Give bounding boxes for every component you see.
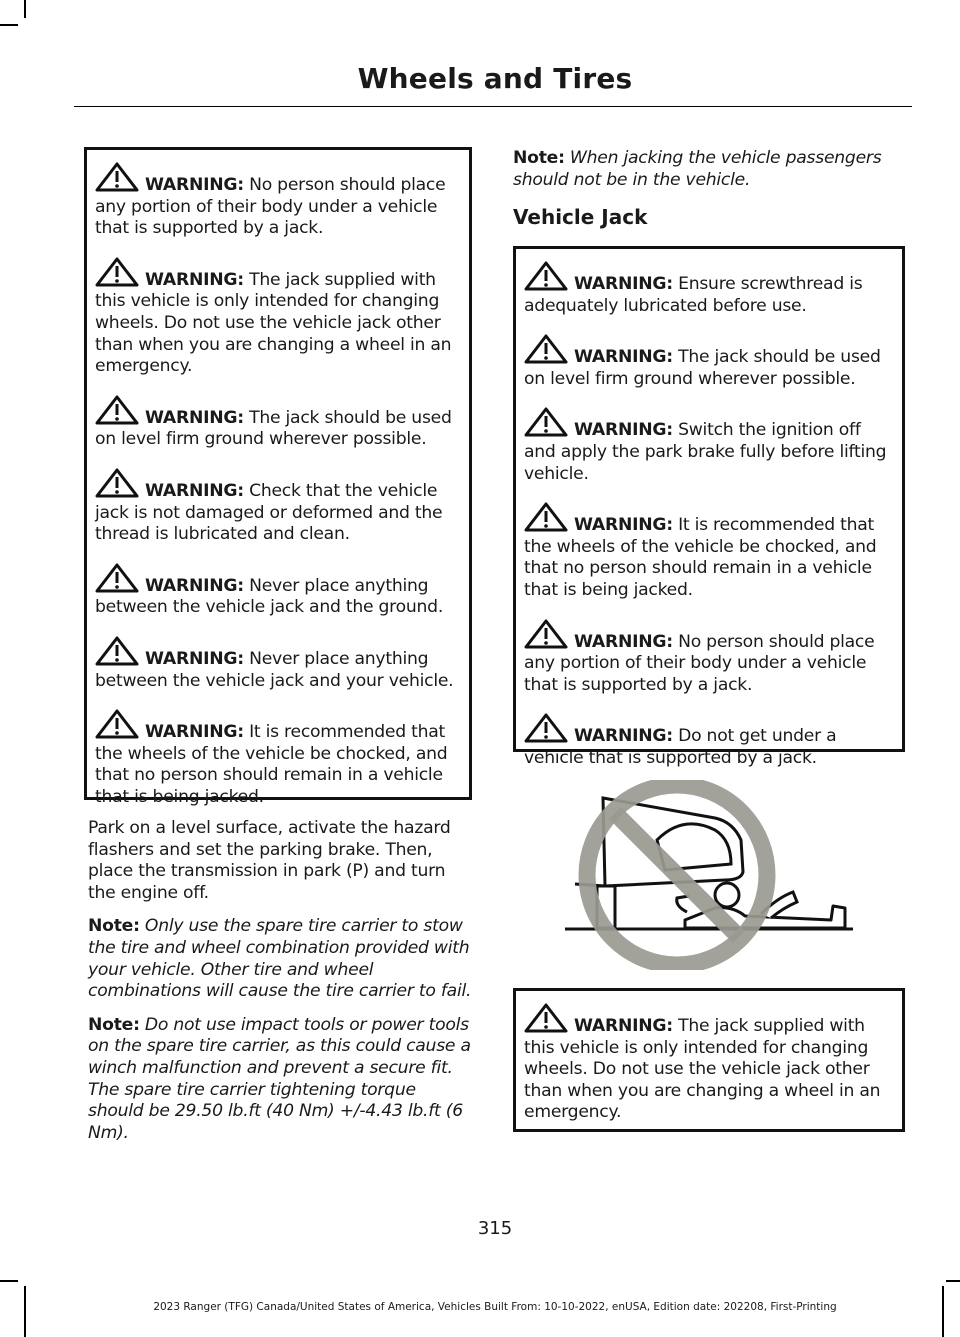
- note-label: Note:: [88, 916, 140, 937]
- note-paragraph: [88, 916, 476, 1002]
- warning-label: WARNING:: [145, 480, 244, 501]
- warning-triangle-icon: [524, 502, 568, 532]
- right-warning-box: [513, 246, 905, 768]
- warning-label: WARNING:: [574, 515, 673, 536]
- note-text: When jacking the vehicle passengers should not be in the vehicle.: [513, 148, 882, 190]
- crop-mark: [946, 1280, 960, 1282]
- warning-label: WARNING:: [145, 722, 244, 743]
- note-paragraph: [513, 148, 908, 191]
- note-label: Note:: [513, 148, 565, 168]
- left-warning-box: [84, 147, 472, 807]
- warning-label: WARNING:: [145, 407, 244, 428]
- page-number: 315: [477, 1218, 513, 1239]
- section-heading: Vehicle Jack: [513, 205, 648, 229]
- warning-label: WARNING:: [574, 274, 673, 294]
- warning-item: [95, 468, 461, 546]
- warning-label: WARNING:: [574, 347, 673, 368]
- warning-item: [524, 407, 894, 485]
- warning-label: WARNING:: [574, 420, 673, 441]
- warning-text: The jack supplied with this vehicle is only intended for changing wheels. Do not use the vehicle jack other than when you are changing a wheel in an emergency.: [95, 269, 452, 377]
- warning-triangle-icon: [95, 395, 139, 425]
- warning-text: The jack should be used on level firm ground wherever possible.: [524, 347, 881, 389]
- header-divider: [74, 106, 912, 107]
- no-person-under-vehicle-icon: [565, 780, 865, 970]
- warning-item: [95, 563, 461, 619]
- warning-triangle-icon: [95, 563, 139, 593]
- warning-triangle-icon: [95, 257, 139, 287]
- park-instruction: Park on a level surface, activate the hazard flashers and set the parking brake. Then, place the transmission in park (P) and turn the engine off.: [88, 818, 451, 903]
- crop-mark: [0, 24, 18, 26]
- warning-label: WARNING:: [145, 269, 244, 290]
- note-text: Do not use impact tools or power tools on the spare tire carrier, as this could cause a winch malfunction and prevent a secure fit. The spare tire carrier tightening torque should be 29.50 lb.ft (40 Nm) +/-4.43 lb.ft (6 Nm).: [88, 1014, 471, 1143]
- warning-item: [95, 257, 461, 378]
- warning-triangle-icon: [524, 261, 568, 291]
- warning-text: No person should place any portion of their body under a vehicle that is supported by a jack.: [95, 175, 446, 239]
- warning-text: Do not get under a vehicle that is supported by a jack.: [524, 726, 837, 768]
- warning-triangle-icon: [95, 468, 139, 498]
- right-note: [513, 148, 908, 203]
- left-body-text: [88, 818, 476, 1156]
- warning-label: WARNING:: [574, 1016, 673, 1036]
- warning-item: [524, 502, 894, 601]
- warning-text: No person should place any portion of their body under a vehicle that is supported by a jack.: [524, 631, 875, 695]
- warning-label: WARNING:: [574, 631, 673, 652]
- warning-item: [95, 636, 461, 692]
- warning-text: It is recommended that the wheels of the vehicle be chocked, and that no person should remain in a vehicle that is being jacked.: [95, 722, 448, 807]
- warning-text: Never place anything between the vehicle jack and your vehicle.: [95, 648, 454, 691]
- crop-mark: [24, 0, 26, 18]
- warning-triangle-icon: [95, 636, 139, 666]
- warning-label: WARNING:: [574, 726, 673, 747]
- warning-text: The jack should be used on level firm ground wherever possible.: [95, 407, 452, 450]
- warning-label: WARNING:: [145, 575, 244, 596]
- page-title: Wheels and Tires: [357, 62, 633, 95]
- warning-item: [524, 261, 894, 317]
- warning-label: WARNING:: [145, 175, 244, 195]
- warning-item: [524, 713, 894, 769]
- warning-item: [95, 395, 461, 451]
- warning-item: [524, 619, 894, 697]
- note-paragraph: [88, 1015, 476, 1145]
- warning-text: Check that the vehicle jack is not damaged or deformed and the thread is lubricated and clean.: [95, 480, 443, 545]
- warning-triangle-icon: [524, 407, 568, 437]
- crop-mark: [0, 1280, 18, 1282]
- warning-item: [95, 162, 461, 240]
- warning-text: Never place anything between the vehicle jack and the ground.: [95, 575, 444, 618]
- warning-triangle-icon: [524, 334, 568, 364]
- warning-text: Switch the ignition off and apply the park brake fully before lifting vehicle.: [524, 420, 887, 484]
- warning-text: Ensure screwthread is adequately lubricated before use.: [524, 274, 863, 316]
- warning-triangle-icon: [524, 1003, 568, 1033]
- warning-item: [524, 334, 894, 390]
- warning-item: [95, 709, 461, 808]
- note-text: Only use the spare tire carrier to stow the tire and wheel combination provided with your vehicle. Other tire and wheel combinations will cause the tire carrier to fail.: [88, 916, 472, 1002]
- warning-text: It is recommended that the wheels of the vehicle be chocked, and that no person should remain in a vehicle that is being jacked.: [524, 515, 877, 600]
- warning-label: WARNING:: [145, 648, 244, 669]
- footer-text: 2023 Ranger (TFG) Canada/United States of America, Vehicles Built From: 10-10-2022, enUSA, Edition date: 202208, First-Printing: [153, 1301, 837, 1313]
- warning-text: The jack supplied with this vehicle is only intended for changing wheels. Do not use the vehicle jack other than when you are changing a wheel in an emergency.: [524, 1016, 881, 1123]
- warning-triangle-icon: [524, 619, 568, 649]
- warning-triangle-icon: [524, 713, 568, 743]
- warning-item: [524, 1003, 894, 1124]
- warning-triangle-icon: [95, 709, 139, 739]
- note-label: Note:: [88, 1014, 140, 1035]
- right-warning-box-2: [513, 988, 905, 1132]
- warning-triangle-icon: [95, 162, 139, 192]
